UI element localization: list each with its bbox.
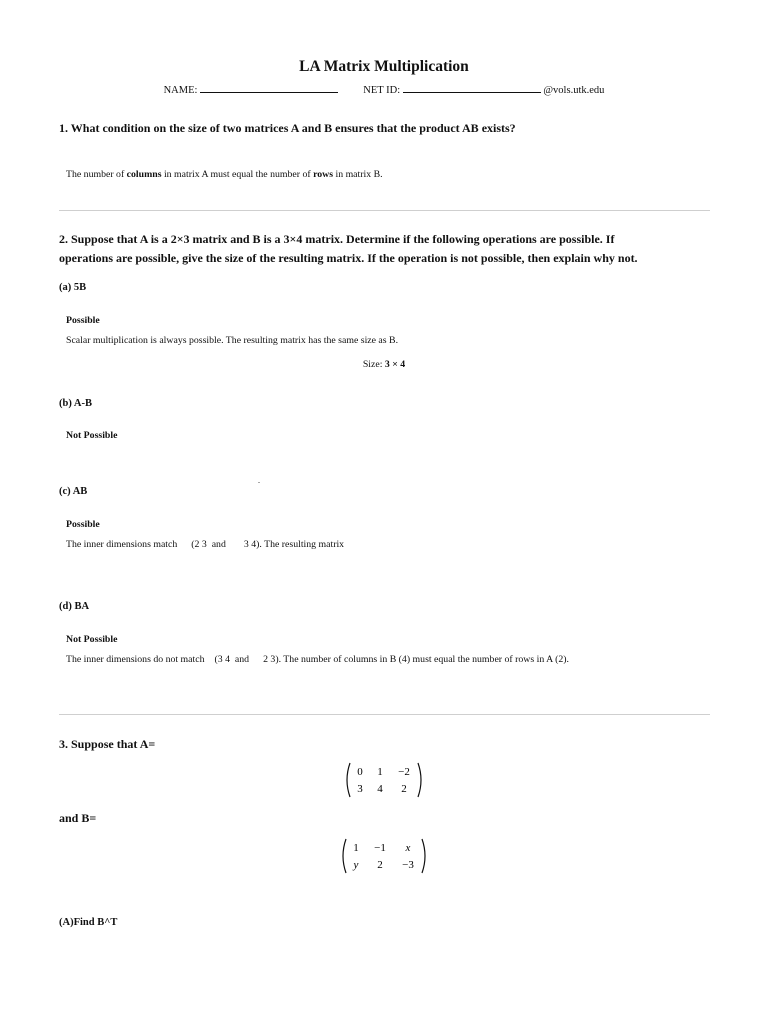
part-a-size bbox=[0, 359, 768, 370]
part-c-dims-1: (2 3 bbox=[191, 539, 207, 550]
email-suffix: @vols.utk.edu bbox=[543, 85, 605, 96]
name-blank[interactable] bbox=[200, 84, 338, 93]
part-a-verdict: Possible bbox=[66, 315, 100, 326]
matrix-b-cell: −1 bbox=[374, 842, 386, 854]
matrix-b-left-paren bbox=[343, 839, 346, 873]
divider bbox=[59, 210, 710, 211]
part-b-label: (b) A-B bbox=[59, 398, 92, 409]
part-3a-label: (A)Find B^T bbox=[59, 917, 118, 928]
netid-label: NET ID: bbox=[363, 85, 401, 96]
matrix-a-cell: 3 bbox=[357, 783, 363, 795]
part-b-verdict: Not Possible bbox=[66, 430, 118, 441]
name-label: NAME: bbox=[163, 85, 198, 96]
netid-blank[interactable] bbox=[403, 84, 541, 93]
matrix-b bbox=[0, 836, 768, 876]
matrix-b-svg bbox=[338, 836, 430, 876]
part-d-label: (d) BA bbox=[59, 601, 90, 612]
part-c-label: (c) AB bbox=[59, 486, 88, 497]
part-d-explanation bbox=[66, 654, 569, 665]
part-d-and: and bbox=[234, 654, 250, 665]
page-title: LA Matrix Multiplication bbox=[299, 58, 469, 75]
matrix-a-cell: 1 bbox=[377, 766, 383, 778]
matrix-b-cell: −3 bbox=[402, 859, 414, 871]
part-d-dims-1: (3 4 bbox=[214, 654, 231, 665]
size-label: Size: bbox=[362, 359, 385, 370]
matrix-a-cell: 0 bbox=[357, 766, 363, 778]
matrix-b-cell: y bbox=[353, 859, 359, 871]
divider bbox=[59, 714, 710, 715]
matrix-b-cell: x bbox=[405, 842, 411, 854]
part-d-verdict: Not Possible bbox=[66, 634, 118, 645]
part-a-explanation: Scalar multiplication is always possible. The resulting matrix has the same size as B. bbox=[66, 335, 399, 346]
part-a-label: (a) 5B bbox=[59, 282, 87, 293]
matrix-a-cell: −2 bbox=[398, 766, 410, 778]
and-b-label: and B= bbox=[59, 811, 97, 825]
matrix-a-svg bbox=[342, 760, 426, 800]
question-3: 3. Suppose that A= bbox=[59, 737, 156, 751]
matrix-a-left-paren bbox=[347, 763, 350, 797]
matrix-b-cell: 2 bbox=[377, 859, 383, 871]
part-c-dims-2: 3 4). The resulting matrix bbox=[243, 539, 345, 550]
answer-1-text: in matrix A must equal the number of bbox=[161, 169, 314, 180]
answer-1-text: in matrix B. bbox=[333, 169, 383, 180]
answer-1-columns: columns bbox=[126, 169, 162, 180]
matrix-a-cell: 4 bbox=[377, 783, 383, 795]
part-d-dims-2: 2 3). The number of columns in B (4) must equal the number of rows in A (2). bbox=[263, 654, 570, 665]
matrix-a-cell: 2 bbox=[401, 783, 407, 795]
part-c-and: and bbox=[211, 539, 226, 550]
part-c-verdict: Possible bbox=[66, 519, 100, 530]
part-c-text: The inner dimensions match bbox=[66, 539, 178, 550]
stray-dot: . bbox=[258, 476, 260, 485]
question-2: 2. Suppose that A is a 2×3 matrix and B is a 3×4 matrix. Determine if the following operations are possible. If operations are possible, give the size of the resulting matrix. If the operation is not possible, then explain why not. bbox=[59, 232, 638, 265]
matrix-a bbox=[0, 760, 768, 800]
matrix-b-cell: 1 bbox=[353, 842, 359, 854]
part-c-explanation bbox=[66, 539, 344, 550]
part-d-text: The inner dimensions do not match bbox=[66, 654, 205, 665]
answer-1-text: The number of bbox=[66, 169, 127, 180]
header-fields bbox=[0, 84, 768, 96]
size-value: 3 × 4 bbox=[384, 359, 406, 370]
matrix-b-right-paren bbox=[422, 839, 425, 873]
answer-1 bbox=[66, 169, 383, 180]
answer-1-rows: rows bbox=[313, 169, 334, 180]
question-1: 1. What condition on the size of two matrices A and B ensures that the product AB exists? bbox=[59, 121, 516, 135]
matrix-a-right-paren bbox=[418, 763, 421, 797]
